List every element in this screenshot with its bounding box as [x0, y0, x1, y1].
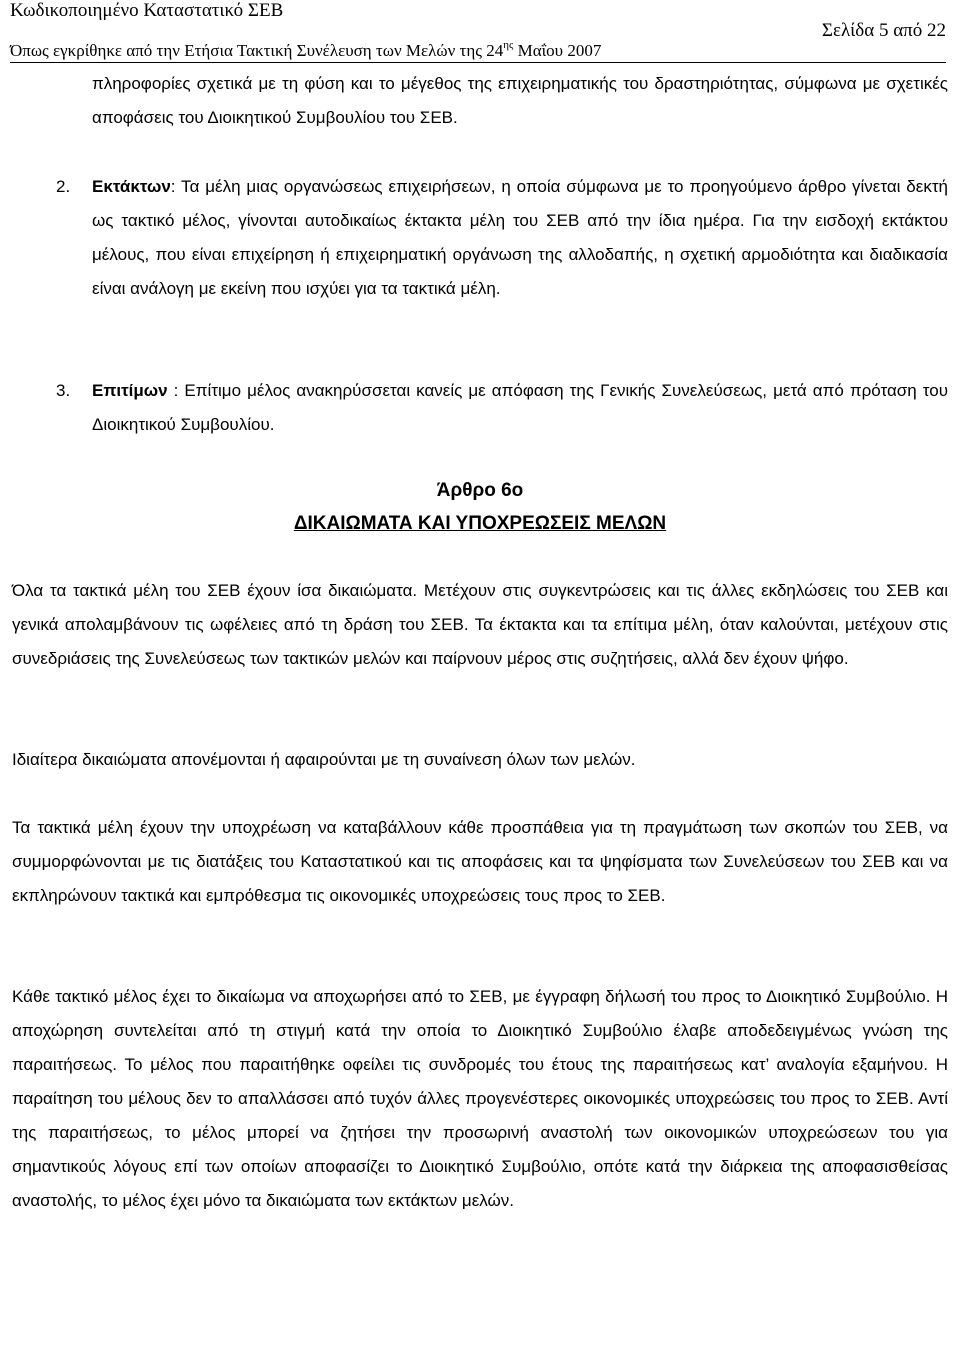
approval-note	[10, 41, 601, 61]
special-rights-paragraph: Ιδιαίτερα δικαιώματα απονέμονται ή αφαιρούνται με τη συναίνεση όλων των μελών.	[12, 750, 636, 769]
member-type-item-3	[56, 374, 948, 442]
document-title: Κωδικοποιημένο Καταστατικό ΣΕΒ	[10, 0, 284, 21]
page-number: Σελίδα 5 από 22	[821, 20, 946, 41]
item-text: : Τα μέλη μιας οργανώσεως επιχειρήσεων, η οποία σύμφωνα με το προηγούμενο άρθρο γίνεται δεκτή ως τακτικό μέλος, γίνονται αυτοδικαίως έκτακτα μέλη του ΣΕΒ από την ίδια ημέρα. Για την εισδοχή εκτάκτου μέλους, που είναι επιχείρηση ή επιχειρηματική οργάνωση της αλλοδαπής, η σχετική αρμοδιότητα και διαδικασία είναι ανάλογη με εκείνη που ισχύει για τα τακτικά μέλη.	[92, 177, 948, 298]
approval-text: Όπως εγκρίθηκε από την Ετήσια Τακτική Συνέλευση των Μελών της 24	[10, 41, 504, 60]
item-number: 2.	[56, 177, 71, 196]
member-type-item-2	[56, 170, 948, 306]
approval-superscript: ης	[503, 39, 514, 52]
withdrawal-paragraph: Κάθε τακτικό μέλος έχει το δικαίωμα να αποχωρήσει από το ΣΕΒ, με έγγραφη δήλωσή του προς το Διοικητικό Συμβούλιο. Η αποχώρηση συντελείται από τη στιγμή κατά την οποία το Διοικητικό Συμβούλιο έλαβε αποδεδειγμένως γνώση της παραιτήσεως. Το μέλος που παραιτήθηκε οφείλει τις συνδρομές του έτους της παραιτήσεως κατ’ αναλογία εξαμήνου. Η παραίτηση του μέλους δεν το απαλλάσσει από τυχόν άλλες προγενέστερες οικονομικές υποχρεώσεις του προς το ΣΕΒ. Αντί της παραιτήσεως, το μέλος μπορεί να ζητήσει την προσωρινή αναστολή των οικονομικών υποχρεώσεων του για σημαντικούς λόγους επί των οποίων αποφασίζει το Διοικητικό Συμβούλιο, οπότε κατά την διάρκεια της αποφασισθείσας αναστολής, το μέλος έχει μόνο τα δικαιώματα των εκτάκτων μελών.	[12, 987, 948, 1210]
header-divider	[10, 62, 946, 63]
article-title: ΔΙΚΑΙΩΜΑΤΑ ΚΑΙ ΥΠΟΧΡΕΩΣΕΙΣ ΜΕΛΩΝ	[293, 513, 667, 534]
item-number: 3.	[56, 381, 71, 400]
intro-paragraph: πληροφορίες σχετικά με τη φύση και το μέγεθος της επιχειρηματικής του δραστηριότητας, σύμφωνα με σχετικές αποφάσεις του Διοικητικού Συμβουλίου του ΣΕΒ.	[92, 74, 948, 127]
item-term: Επιτίμων	[92, 381, 168, 400]
obligations-paragraph: Τα τακτικά μέλη έχουν την υποχρέωση να καταβάλλουν κάθε προσπάθεια για τη πραγμάτωση των σκοπών του ΣΕΒ, να συμμορφώνονται με τις διατάξεις του Καταστατικού και τις αποφάσεις και τα ψηφίσματα των Συνελεύσεων του ΣΕΒ και να εκπληρώνουν τακτικά και εμπρόθεσμα τις οικονομικές υποχρεώσεις τους προς το ΣΕΒ.	[12, 818, 948, 905]
article-number: Άρθρο 6ο	[436, 480, 524, 501]
approval-date: Μαΐου 2007	[513, 41, 602, 60]
item-text: : Επίτιμο μέλος ανακηρύσσεται κανείς με απόφαση της Γενικής Συνελεύσεως, μετά από πρόταση του Διοικητικού Συμβουλίου.	[92, 381, 948, 434]
item-term: Εκτάκτων	[92, 177, 171, 196]
rights-paragraph: Όλα τα τακτικά μέλη του ΣΕΒ έχουν ίσα δικαιώματα. Μετέχουν στις συγκεντρώσεις και τις άλλες εκδηλώσεις του ΣΕΒ και γενικά απολαμβάνουν τις ωφέλειες από τη δράση του ΣΕΒ. Τα έκτακτα και τα επίτιμα μέλη, όταν καλούνται, μετέχουν στις συνεδριάσεις της Συνελεύσεως των τακτικών μελών και παίρνουν μέρος στις συζητήσεις, αλλά δεν έχουν ψήφο.	[12, 581, 948, 668]
